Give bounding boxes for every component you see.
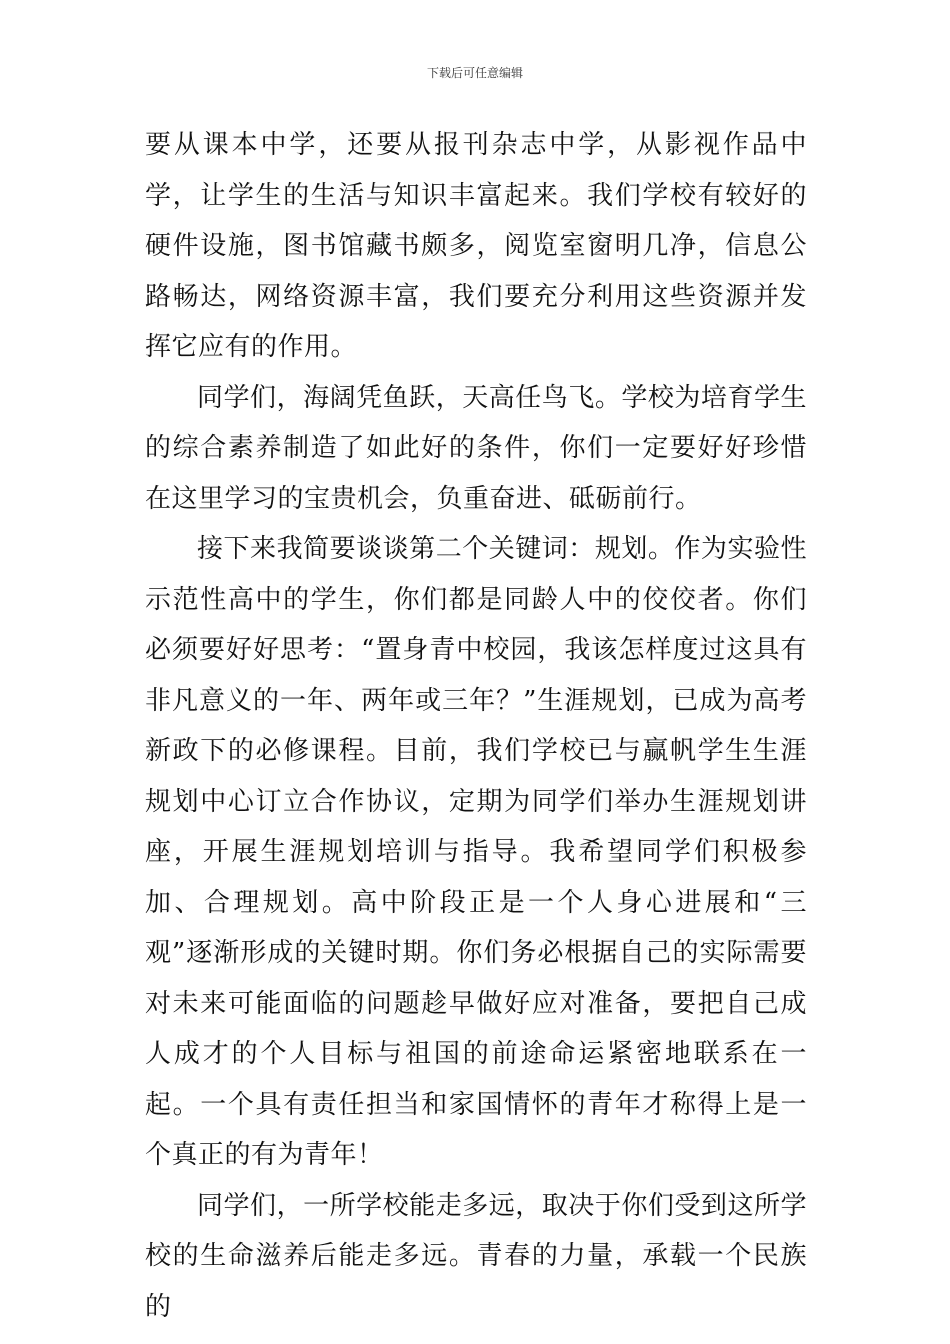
paragraph-3: 接下来我简要谈谈第二个关键词：规划。作为实验性示范性高中的学生，你们都是同龄人中的佼佼者。你们必须要好好思考：“置身青中校园，我该怎样度过这具有非凡意义的一年、两年或三年？”生涯规划，已成为高考新政下的必修课程。目前，我们学校已与赢帆学生生涯规划中心订立合作协议，定期为同学们举办生涯规划讲座，开展生涯规划培训与指导。我希望同学们积极参加、合理规划。高中阶段正是一个人身心进展和“三观”逐渐形成的关键时期。你们务必根据自己的实际需要对未来可能面临的问题趁早做好应对准备，要把自己成人成才的个人目标与祖国的前途命运紧密地联系在一起。一个具有责任担当和家国情怀的青年才称得上是一个真正的有为青年！ (145, 534, 807, 1170)
document-body (145, 120, 807, 1332)
paragraph-4: 同学们，一所学校能走多远，取决于你们受到这所学校的生命滋养后能走多远。青春的力量，承载一个民族的 (145, 1190, 807, 1322)
page-header: 下载后可任意编辑 (426, 66, 523, 80)
paragraph-2: 同学们，海阔凭鱼跃，天高任鸟飞。学校为培育学生的综合素养制造了如此好的条件，你们一定要好好珍惜在这里学习的宝贵机会，负重奋进、砥砺前行。 (145, 382, 807, 514)
paragraph-1: 要从课本中学，还要从报刊杂志中学，从影视作品中学，让学生的生活与知识丰富起来。我们学校有较好的硬件设施，图书馆藏书颇多，阅览室窗明几净，信息公路畅达，网络资源丰富，我们要充分利用这些资源并发挥它应有的作用。 (145, 130, 807, 362)
